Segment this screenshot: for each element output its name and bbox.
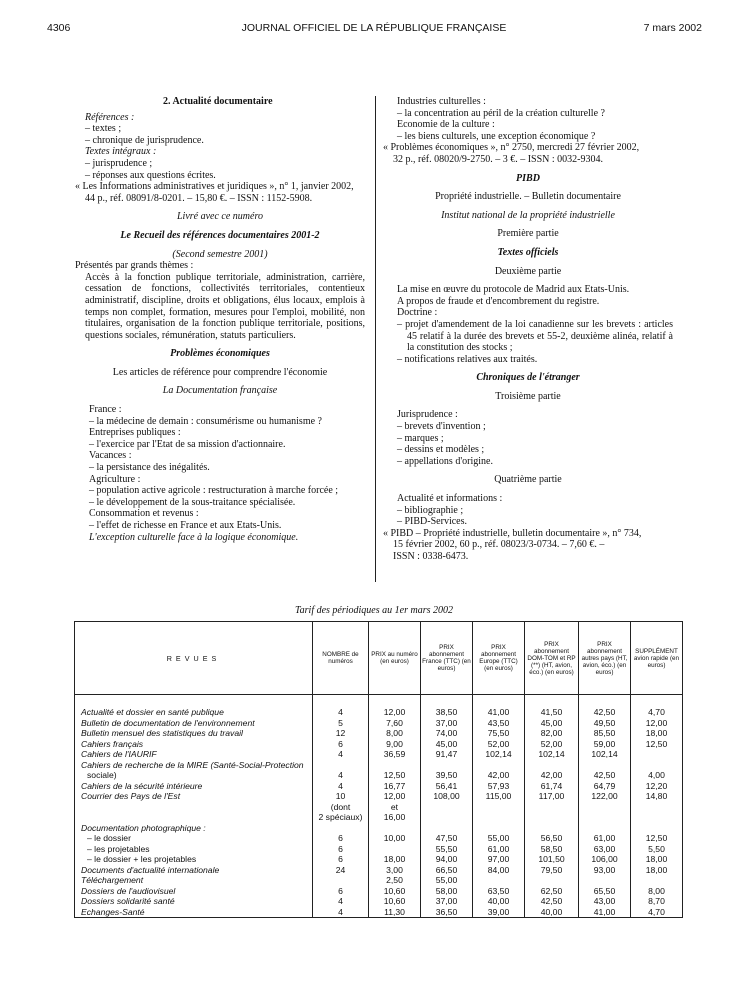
cell-title: Cahiers de la sécurité intérieure	[75, 781, 313, 792]
cell-value: 97,00	[473, 854, 525, 865]
cell-value: 65,50	[579, 886, 631, 897]
cell-title: Cahiers de recherche de la MIRE (Santé-Social-Protection	[75, 760, 313, 771]
table-row	[75, 896, 683, 907]
topic-label: Jurisprudence :	[397, 409, 458, 421]
cell-value: 102,14	[525, 749, 579, 760]
left-column	[75, 96, 365, 543]
cell-title: – le dossier + les projetables	[75, 854, 313, 865]
section-heading: Textes officiels	[497, 246, 559, 258]
cell-value: 74,00	[421, 728, 473, 739]
cell-value: 85,50	[579, 728, 631, 739]
column-header: SUPPLÉMENT avion rapide (en euros)	[631, 622, 683, 695]
cell-value	[525, 823, 579, 834]
cell-value: 101,50	[525, 854, 579, 865]
cell-value	[473, 812, 525, 823]
cell-value: 12,20	[631, 781, 683, 792]
cell-value	[631, 823, 683, 834]
column-divider	[375, 96, 376, 582]
citation-line: 44 p., réf. 08091/8-0201. – 15,80 €. – ISSN : 1152-5908.	[85, 192, 313, 204]
cell-value: 8,70	[631, 896, 683, 907]
cell-value: 36,50	[421, 907, 473, 918]
cell-value: 55,00	[421, 875, 473, 886]
cell-value: 8,00	[631, 886, 683, 897]
cell-value: 6	[313, 854, 369, 865]
cell-value	[631, 812, 683, 823]
cell-title: sociale)	[75, 770, 313, 781]
cell-value: 12,50	[631, 739, 683, 750]
topic-item: – projet d'amendement de la loi canadienne sur les brevets : articles 45 relatif à la durée des brevets et 55-2, deuxième alinéa, relatif à la constitution des stocks ;	[397, 318, 673, 354]
cell-value	[421, 802, 473, 813]
table-row	[75, 781, 683, 792]
topic-item: – la concentration au péril de la création culturelle ?	[397, 107, 605, 119]
table-row	[75, 875, 683, 886]
cell-title	[75, 812, 313, 823]
cell-value	[631, 760, 683, 771]
cell-value: 91,47	[421, 749, 473, 760]
cell-title: Téléchargement	[75, 875, 313, 886]
cell-value	[579, 760, 631, 771]
cell-title: Echanges-Santé	[75, 907, 313, 918]
cell-value: 45,00	[525, 718, 579, 729]
page-header	[0, 22, 748, 42]
column-header: PRIX abonnement DOM-TOM et RP (**) (HT, avion, éco.) (en euros)	[525, 622, 579, 695]
cell-title: Cahiers français	[75, 739, 313, 750]
section-heading: 2. Actualité documentaire	[163, 96, 273, 107]
topic-item: – bibliographie ;	[397, 504, 464, 516]
cell-value: 18,00	[369, 854, 421, 865]
table-row	[75, 833, 683, 844]
topic-label: Agriculture :	[89, 473, 141, 485]
cell-value: 10,60	[369, 886, 421, 897]
topic-item: – appellations d'origine.	[397, 455, 493, 467]
cell-value: 36,59	[369, 749, 421, 760]
part-heading: Quatrième partie	[494, 474, 562, 486]
cell-value: 40,00	[473, 896, 525, 907]
cell-value: 40,00	[525, 907, 579, 918]
cell-value	[631, 749, 683, 760]
cell-value	[369, 760, 421, 771]
topic-label: Entreprises publiques :	[89, 427, 181, 439]
table-title: Tarif des périodiques au 1er mars 2002	[295, 605, 453, 616]
topic-label: L'exception culturelle face à la logique économique.	[89, 531, 299, 543]
cell-title: Dossiers de l'audiovisuel	[75, 886, 313, 897]
cell-value: 12,00	[631, 718, 683, 729]
cell-value	[525, 760, 579, 771]
cell-value	[631, 802, 683, 813]
cell-value: 102,14	[579, 749, 631, 760]
cell-value: 6	[313, 844, 369, 855]
cell-value: 42,00	[473, 770, 525, 781]
cell-value: 12,00	[369, 695, 421, 718]
cell-value: 63,00	[579, 844, 631, 855]
cell-value: 106,00	[579, 854, 631, 865]
cell-value: 61,74	[525, 781, 579, 792]
part-heading: Première partie	[497, 228, 559, 240]
topic-label: Consommation et revenus :	[89, 508, 199, 520]
column-header: PRIX abonnement Europe (TTC) (en euros)	[473, 622, 525, 695]
cell-value: 6	[313, 833, 369, 844]
citation-line: « Les Informations administratives et juridiques », n° 1, janvier 2002,	[75, 181, 354, 193]
cell-value: 39,50	[421, 770, 473, 781]
cell-value: 9,00	[369, 739, 421, 750]
cell-value	[579, 875, 631, 886]
cell-value	[579, 823, 631, 834]
page-number: 4306	[47, 22, 71, 34]
cell-value: 12	[313, 728, 369, 739]
cell-title: Bulletin de documentation de l'environnement	[75, 718, 313, 729]
cell-title: Cahiers de l'IAURIF	[75, 749, 313, 760]
cell-value: 43,50	[473, 718, 525, 729]
cell-value: 4,70	[631, 695, 683, 718]
cell-value: 39,00	[473, 907, 525, 918]
cell-value: 58,50	[525, 844, 579, 855]
cell-value: 18,00	[631, 854, 683, 865]
cell-value: 57,93	[473, 781, 525, 792]
cell-value	[313, 760, 369, 771]
table-row	[75, 728, 683, 739]
cell-value: 117,00	[525, 791, 579, 802]
themes-text: Accès à la fonction publique territoriale, administration, carrière, cessation de fonctions, collectivités territoriales, contentieux administratif, discipline, droits et obligations, élus locaux, emplois à temps non complet, formation, mesures pour l'emploi, mobilité, non titulaires, organisation de la fonction publique territoriale, positions, questions sociales, rémunération, statuts particuliers.	[85, 271, 365, 341]
cell-value: 5	[313, 718, 369, 729]
citation-line: 15 février 2002, 60 p., réf. 08023/3-0734. – 7,60 €. –	[393, 539, 605, 551]
cell-value: 8,00	[369, 728, 421, 739]
institute-name: Institut national de la propriété industrielle	[441, 209, 615, 221]
table-row	[75, 718, 683, 729]
topic-label: Economie de la culture :	[397, 119, 495, 131]
texts-item: – réponses aux questions écrites.	[85, 169, 216, 181]
issue-date: 7 mars 2002	[643, 22, 702, 34]
cell-value: 3,00	[369, 865, 421, 876]
cell-value: 52,00	[473, 739, 525, 750]
cell-value: 14,80	[631, 791, 683, 802]
cell-value: 115,00	[473, 791, 525, 802]
cell-value: 4	[313, 770, 369, 781]
cell-value	[525, 802, 579, 813]
cell-value: 42,50	[579, 770, 631, 781]
topic-item: – les biens culturels, une exception économique ?	[397, 130, 596, 142]
cell-value: 4,00	[631, 770, 683, 781]
cell-value	[579, 812, 631, 823]
cell-value: 56,50	[525, 833, 579, 844]
citation-line: « Problèmes économiques », n° 2750, mercredi 27 février 2002,	[383, 142, 640, 154]
cell-value	[473, 760, 525, 771]
table-row	[75, 865, 683, 876]
cell-value: 37,00	[421, 718, 473, 729]
cell-value	[421, 760, 473, 771]
part-heading: Troisième partie	[495, 390, 561, 402]
cell-value: 49,50	[579, 718, 631, 729]
cell-value: 56,41	[421, 781, 473, 792]
cell-value: 66,50	[421, 865, 473, 876]
topic-label: Industries culturelles :	[397, 96, 486, 107]
cell-value: 58,00	[421, 886, 473, 897]
cell-value: 55,50	[421, 844, 473, 855]
table-row	[75, 854, 683, 865]
table-row	[75, 770, 683, 781]
publisher: La Documentation française	[162, 385, 278, 397]
topic-item: – marques ;	[397, 432, 444, 444]
cell-value: 12,00	[369, 791, 421, 802]
article-line: La mise en œuvre du protocole de Madrid aux Etats-Unis.	[397, 284, 630, 296]
topic-label: Vacances :	[89, 450, 132, 462]
cell-value: 11,30	[369, 907, 421, 918]
table-row	[75, 695, 683, 718]
cell-value: 4,70	[631, 907, 683, 918]
cell-value: 42,50	[579, 695, 631, 718]
topic-label: France :	[89, 404, 122, 416]
pibd-subtitle: Propriété industrielle. – Bulletin documentaire	[435, 191, 621, 203]
topic-item: – la médecine de demain : consumérisme ou humanisme ?	[89, 415, 322, 427]
cell-value: 10,60	[369, 896, 421, 907]
table-header-row	[75, 622, 683, 695]
cell-title	[75, 802, 313, 813]
topic-item: – notifications relatives aux traités.	[397, 353, 538, 365]
cell-value	[369, 844, 421, 855]
tariff-table	[74, 621, 683, 918]
cell-value	[421, 812, 473, 823]
cell-value: 41,50	[525, 695, 579, 718]
article-line: A propos de fraude et d'encombrement du registre.	[397, 295, 600, 307]
column-header: PRIX au numéro (en euros)	[369, 622, 421, 695]
column-header: PRIX abonnement France (TTC) (en euros)	[421, 622, 473, 695]
cell-value	[313, 875, 369, 886]
cell-value: 5,50	[631, 844, 683, 855]
cell-value: 45,00	[421, 739, 473, 750]
cell-value: 59,00	[579, 739, 631, 750]
cell-value: 6	[313, 886, 369, 897]
cell-value	[579, 802, 631, 813]
topic-item: – l'effet de richesse en France et aux Etats-Unis.	[89, 520, 282, 531]
column-header: PRIX abonnement autres pays (HT, avion, éco.) (en euros)	[579, 622, 631, 695]
citation-line: ISSN : 0338-6473.	[393, 551, 469, 562]
table-row	[75, 812, 683, 823]
table-row	[75, 791, 683, 802]
recueil-title: Le Recueil des références documentaires 2001-2	[120, 229, 320, 241]
table-row	[75, 739, 683, 750]
cell-value	[631, 875, 683, 886]
texts-item: – jurisprudence ;	[85, 157, 153, 169]
cell-title: – les projetables	[75, 844, 313, 855]
cell-value	[473, 802, 525, 813]
semester-label: (Second semestre 2001)	[172, 248, 268, 260]
table-row	[75, 886, 683, 897]
cell-value: 41,00	[579, 907, 631, 918]
part-heading: Deuxième partie	[494, 265, 562, 277]
cell-title: – le dossier	[75, 833, 313, 844]
cell-value: 37,00	[421, 896, 473, 907]
cell-value: 43,00	[579, 896, 631, 907]
texts-title: Textes intégraux :	[85, 146, 157, 158]
pibd-title: PIBD	[516, 172, 540, 184]
cell-value: 94,00	[421, 854, 473, 865]
themes-label: Présentés par grands thèmes :	[75, 260, 194, 272]
table-row	[75, 844, 683, 855]
cell-title: Actualité et dossier en santé publique	[75, 695, 313, 718]
cell-value	[525, 812, 579, 823]
cell-value: 4	[313, 695, 369, 718]
cell-value: 2 spéciaux)	[313, 812, 369, 823]
topic-label: Doctrine :	[397, 307, 438, 319]
cell-title: Documentation photographique :	[75, 823, 313, 834]
cell-value: 12,50	[369, 770, 421, 781]
cell-value: 16,77	[369, 781, 421, 792]
cell-value: 93,00	[579, 865, 631, 876]
right-column	[383, 96, 673, 563]
cell-value: 18,00	[631, 865, 683, 876]
cell-value: 122,00	[579, 791, 631, 802]
cell-value: 38,50	[421, 695, 473, 718]
cell-value: 108,00	[421, 791, 473, 802]
cell-value	[473, 875, 525, 886]
cell-value: 75,50	[473, 728, 525, 739]
cell-value: (dont	[313, 802, 369, 813]
topic-item: – PIBD-Services.	[397, 516, 467, 528]
topic-item: – dessins et modèles ;	[397, 444, 485, 456]
cell-value: 4	[313, 781, 369, 792]
cell-value: 41,00	[473, 695, 525, 718]
table-row	[75, 749, 683, 760]
cell-value: 10	[313, 791, 369, 802]
topic-item: – population active agricole : restructuration à marche forcée ;	[89, 485, 339, 497]
pe-title: Problèmes économiques	[170, 348, 270, 360]
citation-line: « PIBD – Propriété industrielle, bulletin documentaire », n° 734,	[383, 527, 642, 539]
cell-value: 84,00	[473, 865, 525, 876]
cell-value: 24	[313, 865, 369, 876]
cell-value: 63,50	[473, 886, 525, 897]
cell-title: Courrier des Pays de l'Est	[75, 791, 313, 802]
cell-value	[525, 875, 579, 886]
cell-value: 12,50	[631, 833, 683, 844]
cell-value: 18,00	[631, 728, 683, 739]
topic-label: Actualité et informations :	[397, 493, 503, 505]
citation-line: 32 p., réf. 08020/9-2750. – 3 €. – ISSN : 0032-9304.	[393, 153, 603, 165]
cell-value: 79,50	[525, 865, 579, 876]
cell-value: 4	[313, 896, 369, 907]
journal-title: JOURNAL OFFICIEL DE LA RÉPUBLIQUE FRANÇAISE	[241, 22, 507, 34]
section-heading: Chroniques de l'étranger	[476, 372, 580, 384]
cell-value	[421, 823, 473, 834]
table-row	[75, 823, 683, 834]
cell-value: 6	[313, 739, 369, 750]
cell-value: 7,60	[369, 718, 421, 729]
cell-value: 10,00	[369, 833, 421, 844]
cell-value: 61,00	[473, 844, 525, 855]
cell-value: 16,00	[369, 812, 421, 823]
cell-value: 42,00	[525, 770, 579, 781]
cell-title: Documents d'actualité internationale	[75, 865, 313, 876]
cell-value	[473, 823, 525, 834]
cell-value: 102,14	[473, 749, 525, 760]
cell-value: 55,00	[473, 833, 525, 844]
cell-value: 52,00	[525, 739, 579, 750]
references-title: Références :	[85, 111, 135, 123]
table-row	[75, 907, 683, 918]
column-header-revues: REVUES	[75, 622, 313, 695]
table-row	[75, 802, 683, 813]
delivered-note: Livré avec ce numéro	[177, 211, 263, 223]
cell-value: 2,50	[369, 875, 421, 886]
cell-value: 61,00	[579, 833, 631, 844]
pe-subtitle: Les articles de référence pour comprendre l'économie	[112, 366, 328, 378]
cell-value: 62,50	[525, 886, 579, 897]
cell-title: Bulletin mensuel des statistiques du travail	[75, 728, 313, 739]
references-item: – textes ;	[85, 123, 122, 135]
references-item: – chronique de jurisprudence.	[85, 134, 204, 146]
cell-value: 4	[313, 907, 369, 918]
topic-item: – l'exercice par l'Etat de sa mission d'actionnaire.	[89, 438, 286, 450]
cell-value: et	[369, 802, 421, 813]
cell-value: 47,50	[421, 833, 473, 844]
cell-value	[313, 823, 369, 834]
cell-value: 42,50	[525, 896, 579, 907]
cell-value	[369, 823, 421, 834]
column-header: NOMBRE de numéros	[313, 622, 369, 695]
cell-value: 4	[313, 749, 369, 760]
cell-value: 82,00	[525, 728, 579, 739]
cell-value: 64,79	[579, 781, 631, 792]
topic-item: – le développement de la sous-traitance spécialisée.	[89, 496, 296, 508]
topic-item: – la persistance des inégalités.	[89, 462, 210, 474]
topic-item: – brevets d'invention ;	[397, 421, 486, 433]
cell-title: Dossiers solidarité santé	[75, 896, 313, 907]
table-row	[75, 760, 683, 771]
